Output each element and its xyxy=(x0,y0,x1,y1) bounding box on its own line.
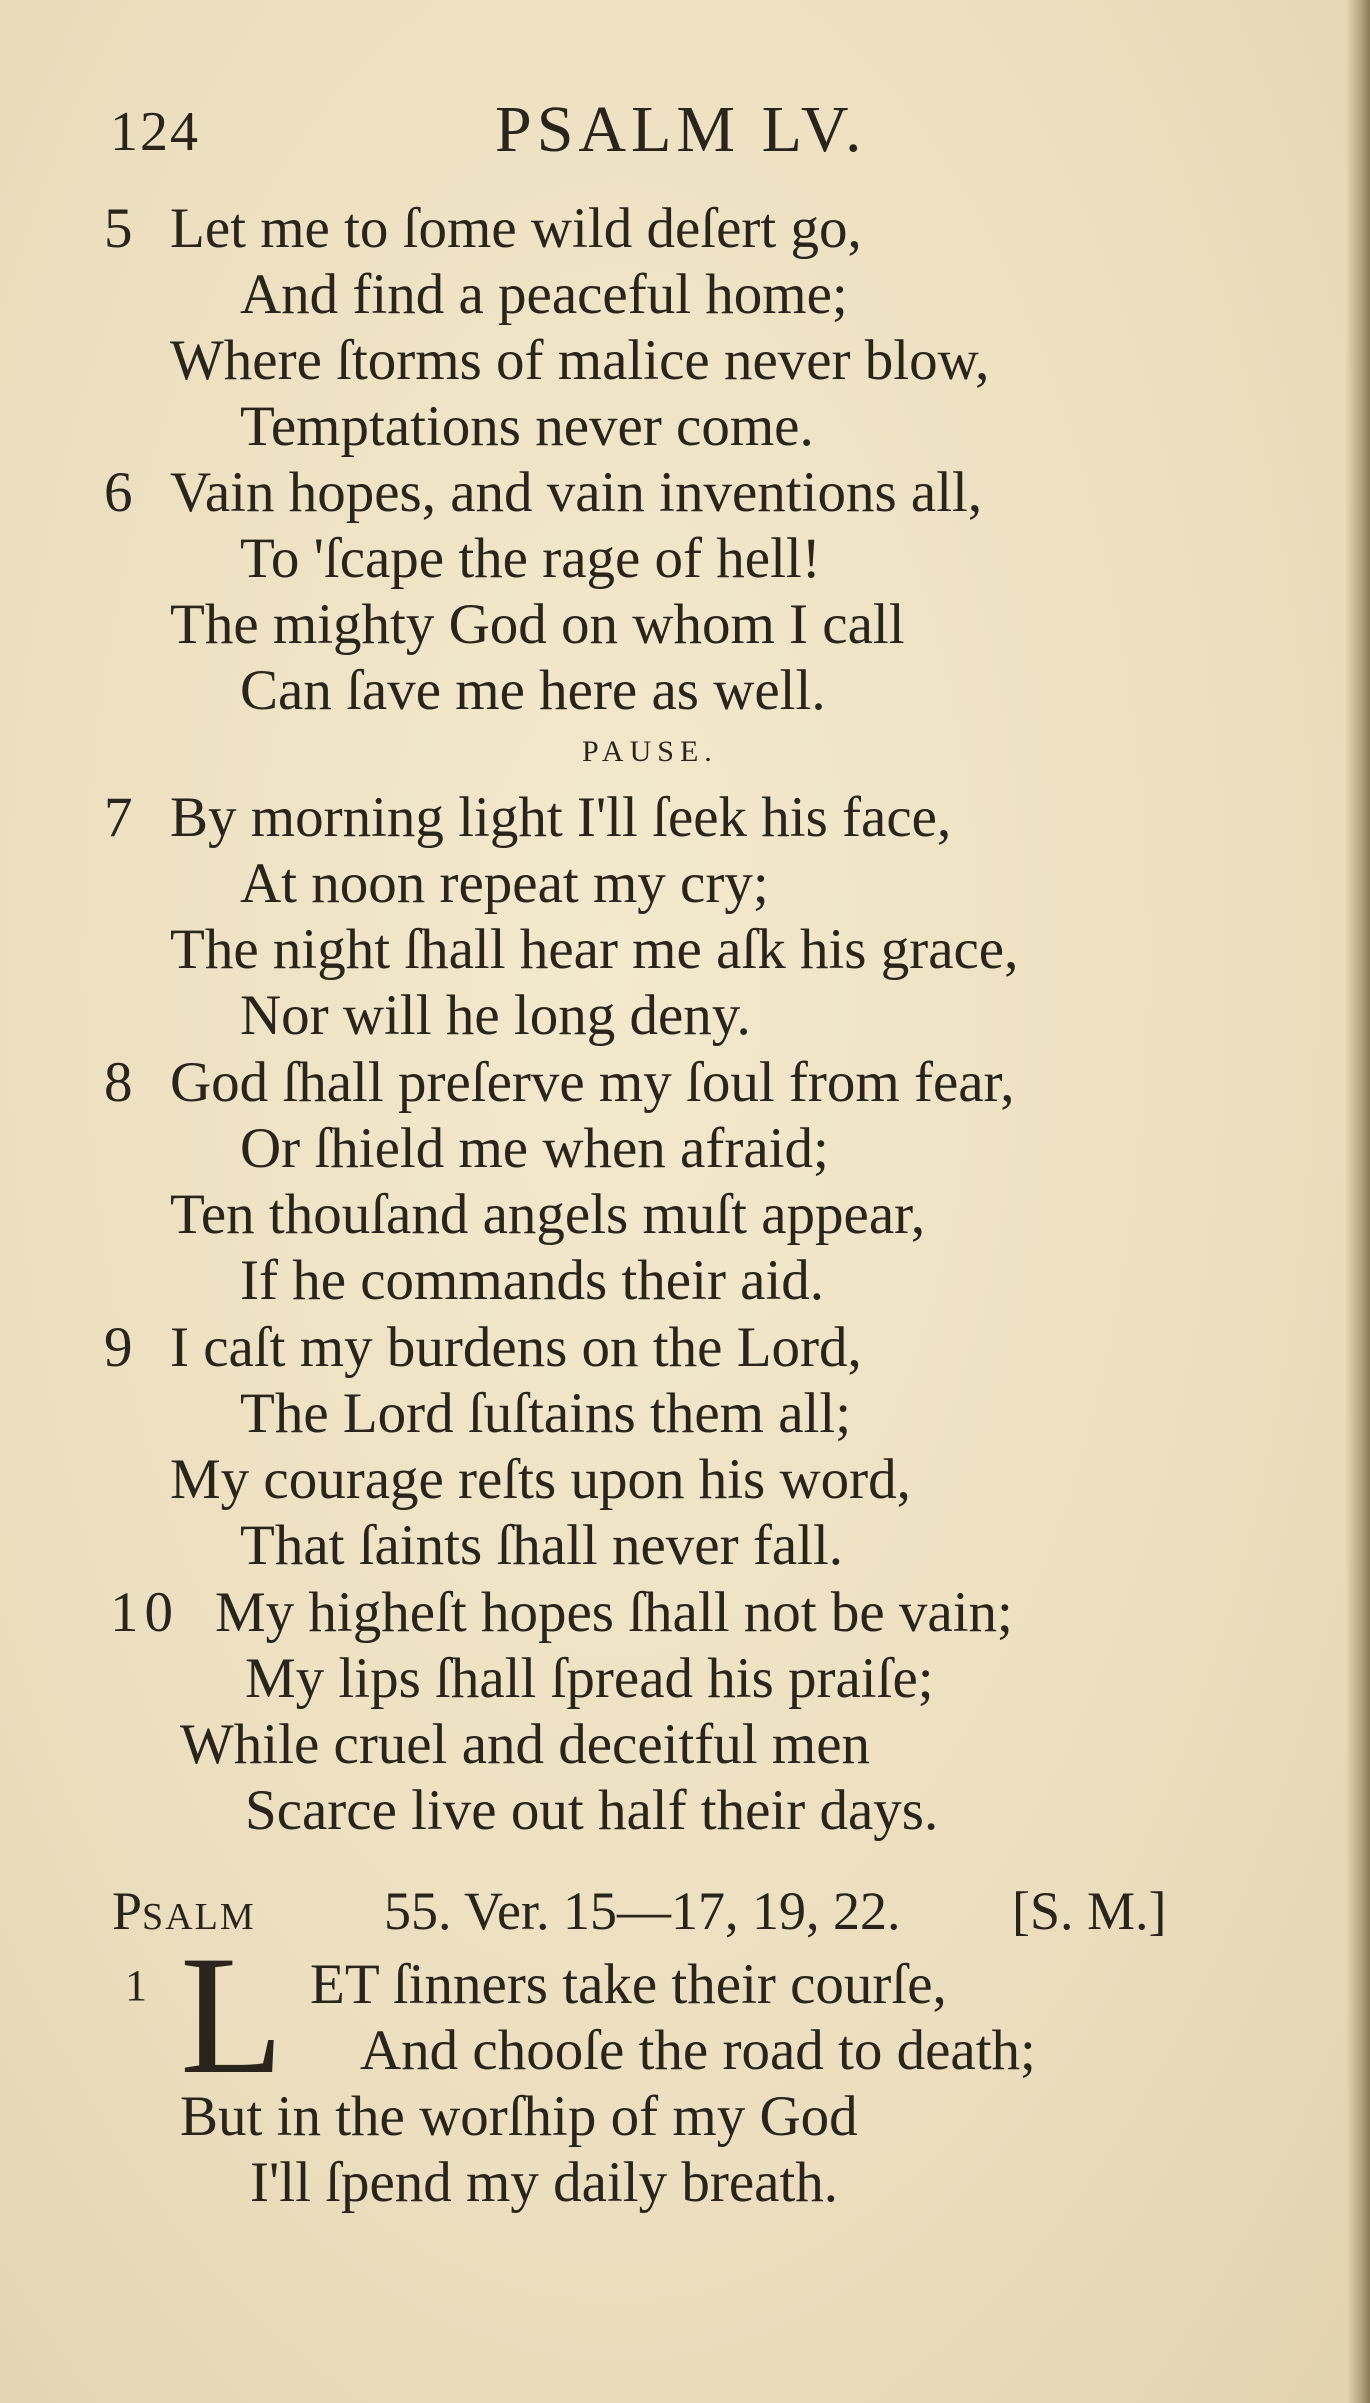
verse-number: 10 xyxy=(110,1581,179,1644)
verse-line: If he commands their aid. xyxy=(240,1249,825,1312)
verse-line: By morning light I'll ſeek his face, xyxy=(170,786,952,849)
verse-line: Nor will he long deny. xyxy=(240,984,751,1047)
verse-line: Let me to ſome wild deſert go, xyxy=(170,197,862,260)
verse-line: I caſt my burdens on the Lord, xyxy=(170,1316,862,1379)
verse-line: And find a peaceful home; xyxy=(240,263,848,326)
verse-line: The night ſhall hear me aſk his grace, xyxy=(170,918,1019,981)
verse-line: Temptations never come. xyxy=(240,395,814,458)
drop-cap-letter: L xyxy=(180,1921,284,2109)
running-head: PSALM LV. xyxy=(495,93,867,166)
section-heading xyxy=(112,1880,1262,1960)
verse-number: 6 xyxy=(104,461,133,524)
heading-verses: 55. Ver. 15—17, 19, 22. xyxy=(384,1881,901,1941)
verse-line: That ſaints ſhall never fall. xyxy=(240,1514,844,1577)
verse-line: Scarce live out half their days. xyxy=(245,1779,939,1842)
verse-line: Vain hopes, and vain inventions all, xyxy=(170,461,983,524)
verse-line: While cruel and deceitful men xyxy=(180,1713,871,1776)
page-number: 124 xyxy=(110,101,200,163)
verse-line: At noon repeat my cry; xyxy=(240,852,769,915)
verse-number: 7 xyxy=(104,786,133,849)
verse-line: The mighty God on whom I call xyxy=(170,593,905,656)
verse-line: Or ſhield me when afraid; xyxy=(240,1117,829,1180)
verse-line: To 'ſcape the rage of hell! xyxy=(240,527,821,590)
pause-marker: PAUSE. xyxy=(582,735,718,768)
verse-line: My lips ſhall ſpread his praiſe; xyxy=(245,1647,934,1710)
verse-number: 8 xyxy=(104,1051,133,1114)
verse-number: 5 xyxy=(104,197,133,260)
verse-line: Ten thouſand angels muſt appear, xyxy=(170,1183,926,1246)
hymn-number: 1 xyxy=(125,1961,147,2010)
verse-line: My higheſt hopes ſhall not be vain; xyxy=(215,1581,1013,1644)
verse-line: Where ſtorms of malice never blow, xyxy=(170,329,990,392)
heading-psalm: PSALM xyxy=(112,1881,256,1941)
heading-meter: [S. M.] xyxy=(1012,1881,1167,1941)
verse-line: ET ſinners take their courſe, xyxy=(310,1953,947,2016)
page-header xyxy=(110,92,1290,172)
verse-line: My courage reſts upon his word, xyxy=(170,1448,911,1511)
verse-line: And chooſe the road to death; xyxy=(360,2019,1036,2082)
verse-line: I'll ſpend my daily breath. xyxy=(250,2151,839,2214)
verse-line: But in the worſhip of my God xyxy=(180,2085,858,2148)
verse-line: God ſhall preſerve my ſoul from fear, xyxy=(170,1051,1015,1114)
verse-line: The Lord ſuſtains them all; xyxy=(240,1382,852,1445)
verse-line: Can ſave me here as well. xyxy=(240,659,826,722)
page-gutter-shadow xyxy=(1346,0,1370,2403)
verse-number: 9 xyxy=(104,1316,133,1379)
